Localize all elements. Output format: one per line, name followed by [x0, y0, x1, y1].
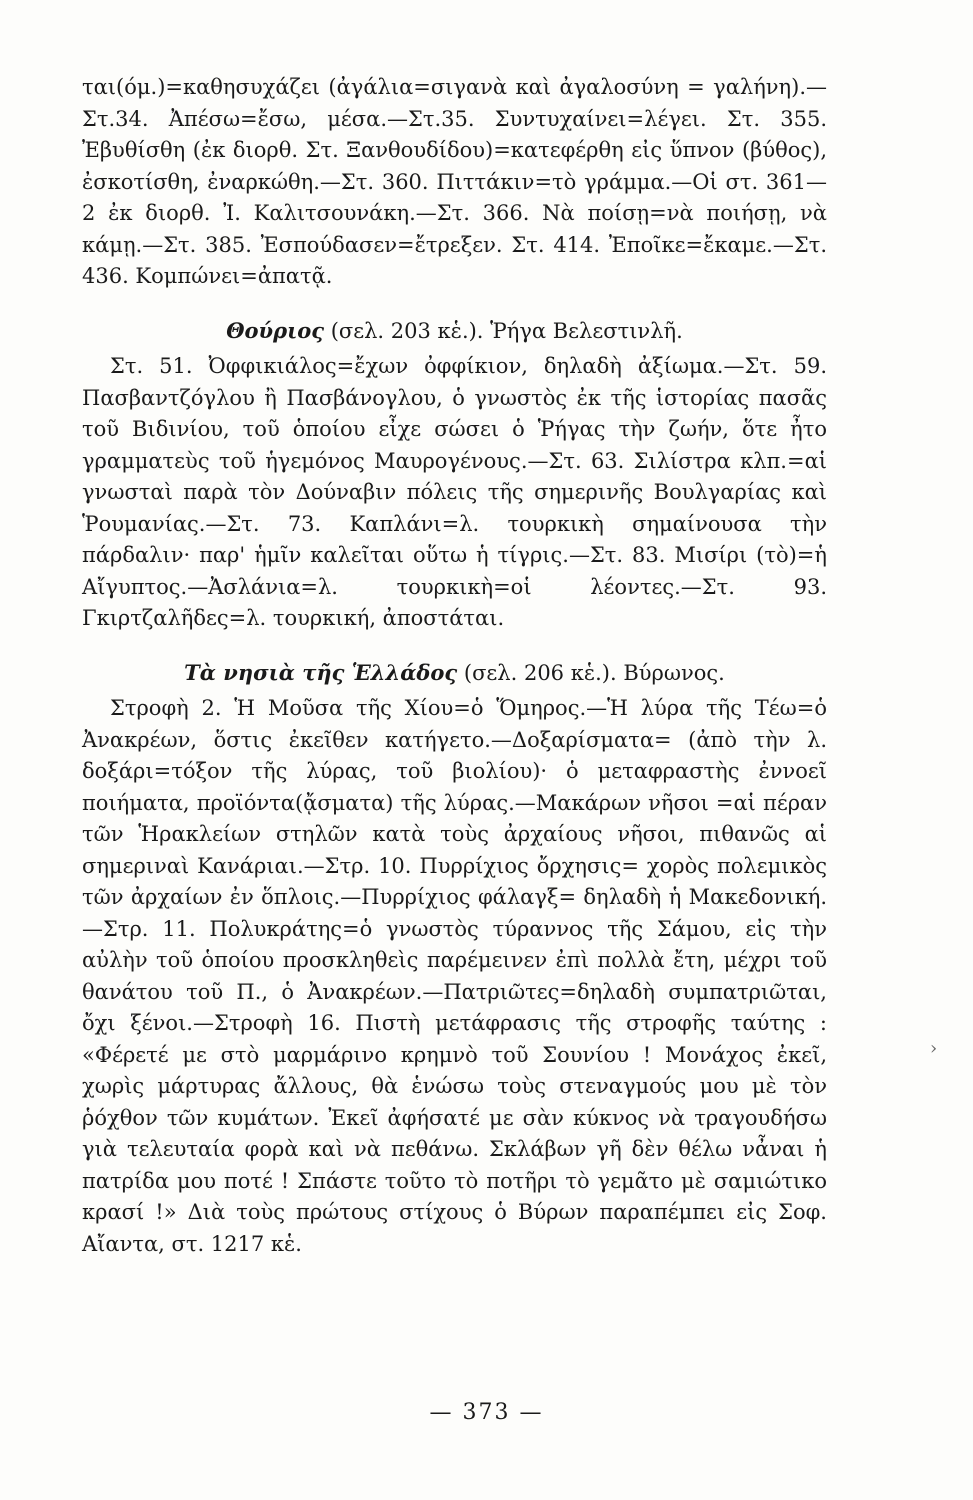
margin-mark: ›: [930, 1038, 938, 1059]
notes-nisia: Στροφὴ 2. Ἡ Μοῦσα τῆς Χίου=ὁ Ὅμηρος.—Ἡ λύρα τῆς Τέω=ὁ Ἀνακρέων, ὅστις ἐκεῖθεν κατήγετο.—Δοξαρίσματα= (ἀπὸ τὴν λ. δοξάρι=τόξον τῆς λύρας, τοῦ βιολίου)· ὁ μεταφραστὴς ἐννοεῖ ποιήματα, προϊόντα(ᾄσματα) τῆς λύρας.—Μακάρων νῆσοι =αἱ πέραν τῶν Ἡρακλείων στηλῶν κατὰ τοὺς ἀρχαίους νῆσοι, πιθανῶς αἱ σημεριναὶ Κανάριαι.—Στρ. 10. Πυρρίχιος ὄρχησις= χορὸς πολεμικὸς τῶν ἀρχαίων ἐν ὅπλοις.—Πυρρίχιος φάλαγξ= δηλαδὴ ἡ Μακεδονική.—Στρ. 11. Πολυκράτης=ὁ γνωστὸς τύραννος τῆς Σάμου, εἰς τὴν αὐλὴν τοῦ ὁποίου προσκληθεὶς παρέμεινεν ἐπὶ πολλὰ ἔτη, μέχρι τοῦ θανάτου τοῦ Π., ὁ Ἀνακρέων.—Πατριῶτες=δηλαδὴ συμπατριῶται, ὄχι ξένοι.—Στροφὴ 16. Πιστὴ μετάφρασις τῆς στροφῆς ταύτης : «Φέρετέ με στὸ μαρμάρινο κρημνὸ τοῦ Σουνίου ! Μονάχος ἐκεῖ, χωρὶς μάρτυρας ἄλλους, θὰ ἑνώσω τοὺς στεναγμούς μου μὲ τὸν ῥόχθον τῶν κυμάτων. Ἐκεῖ ἀφήσατέ με σὰν κύκνος νὰ τραγουδήσω γιὰ τελευταία φορὰ καὶ νὰ πεθάνω. Σκλάβων γῆ δὲν θέλω νἆναι ἡ πατρίδα μου ποτέ ! Σπάστε τοῦτο τὸ ποτῆρι τὸ γεμᾶτο μὲ σαμιώτικο κρασί !» Διὰ τοὺς πρώτους στίχους ὁ Βύρων παραπέμπει εἰς Σοφ. Αἴαντα, στ. 1217 κἑ.: [82, 696, 827, 1256]
section-heading-thourios: [82, 315, 827, 348]
section-heading-nisia: [82, 657, 827, 690]
section-subtitle: (σελ. 203 κἑ.). Ῥήγα Βελεστινλῆ.: [330, 318, 683, 343]
section-subtitle: (σελ. 206 κἑ.). Βύρωνος.: [463, 660, 725, 685]
notes-continuation: ται(όμ.)=καθησυχάζει (ἀγάλια=σιγανὰ καὶ ἀγαλοσύνη = γαλήνη).—Στ.34. Ἀπέσω=ἔσω, μέσα.—Στ.35. Συντυχαίνει=λέγει. Στ. 355. Ἐβυθίσθη (ἐκ διορθ. Στ. Ξανθουδίδου)=κατεφέρθη εἰς ὕπνον (βύθος), ἐσκοτίσθη, ἐναρκώθη.—Στ. 360. Πιττάκιν=τὸ γράμμα.—Οἱ στ. 361—2 ἐκ διορθ. Ἰ. Καλιτσουνάκη.—Στ. 366. Νὰ ποίσῃ=νὰ ποιήσῃ, νὰ κάμῃ.—Στ. 385. Ἐσπούδασεν=ἔτρεξεν. Στ. 414. Ἐποῖκε=ἔκαμε.—Στ. 436. Κομπώνει=ἀπατᾷ.: [82, 75, 827, 288]
text-block: [82, 72, 827, 1260]
section-title: Θούριος: [226, 317, 325, 343]
section-title: Τὰ νησιὰ τῆς Ἑλλάδος: [184, 659, 458, 685]
notes-thourios: Στ. 51. Ὀφφικιάλος=ἔχων ὀφφίκιον, δηλαδὴ ἀξίωμα.—Στ. 59. Πασβαντζόγλου ἢ Πασβάνογλου, ὁ γνωστὸς ἐκ τῆς ἱστορίας πασᾶς τοῦ Βιδινίου, τοῦ ὁποίου εἶχε σώσει ὁ Ῥήγας τὴν ζωήν, ὅτε ἦτο γραμματεὺς τοῦ ἡγεμόνος Μαυρογένους.—Στ. 63. Σιλίστρα κλπ.=αἱ γνωσταὶ παρὰ τὸν Δούναβιν πόλεις τῆς σημερινῆς Βουλγαρίας καὶ Ῥουμανίας.—Στ. 73. Καπλάνι=λ. τουρκικὴ σημαίνουσα τὴν πάρδαλιν· παρ' ἡμῖν καλεῖται οὕτω ἡ τίγρις.—Στ. 83. Μισίρι (τὸ)=ἡ Αἴγυπτος.—Ἀσλάνια=λ. τουρκικὴ=οἱ λέοντες.—Στ. 93. Γκιρτζαλῆδες=λ. τουρκική, ἀποστάται.: [82, 354, 827, 630]
page-number: — 373 —: [429, 1400, 544, 1425]
